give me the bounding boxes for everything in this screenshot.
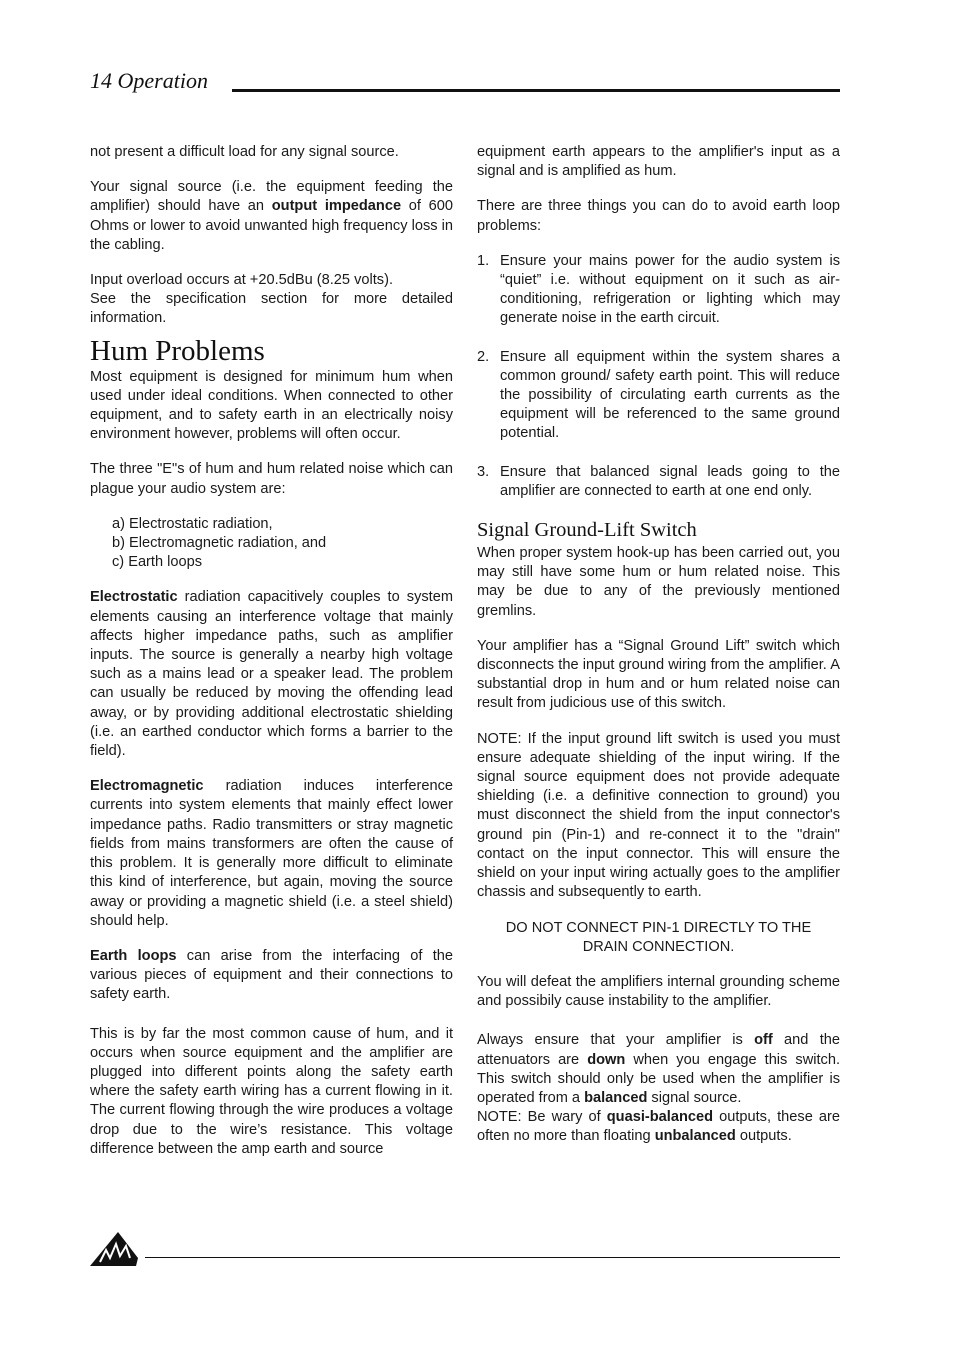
brand-logo-icon [88,1228,140,1268]
right-column [477,143,840,1147]
list-item: a) Electrostatic radiation, [112,515,273,532]
numbered-list [477,252,840,501]
paragraph: equipment earth appears to the amplifier's input as a signal and is amplified as hum. [477,144,840,180]
paragraph: NOTE: Be wary of quasi-balanced outputs, these are often no more than floating unbalanced outputs. [477,1109,840,1145]
list-item: c) Earth loops [112,554,203,571]
paragraph: Electrostatic radiation capacitively couples to system elements causing an interference voltage that mainly affects higher impedance paths, such as amplifier inputs. The source is generally a nearby high voltage such as a mains lead or a speaker lead. The problem can usually be reduced by moving the offending lead away, or by providing additional electrostatic shielding (i.e. an earthed conductor which forms a barrier to the field). [90,589,453,760]
header-rule [232,89,840,92]
list-item: 1. Ensure your mains power for the audio system is “quiet” i.e. without equipment on it such as air-conditioning, refrigeration or lighting which may generate noise in the earth circuit. [477,252,840,327]
paragraph: NOTE: If the input ground lift switch is used you must ensure adequate shielding of the input wiring. If the signal source equipment does not provide adequate shielding (i.e. a definitive connection to ground) you must disconnect the shield from the input connector's ground pin (Pin-1) and re-connect it to the "drain" contact on the input connector. This will ensure the shield on your input wiring actually goes to the amplifier chassis and subsequently to earth. [477,730,840,901]
paragraph: You will defeat the amplifiers internal grounding scheme and possibily cause instability to the amplifier. [477,973,840,1010]
warning-text: DO NOT CONNECT PIN-1 DIRECTLY TO THE DRAIN CONNECTION. [505,919,812,955]
list-item: b) Electromagnetic radiation, and [112,535,327,552]
page-header-title: 14 Operation [90,68,208,93]
paragraph: not present a difficult load for any signal source. [90,144,399,160]
paragraph: Input overload occurs at +20.5dBu (8.25 volts). [90,272,393,289]
list-item: 3. Ensure that balanced signal leads going to the amplifier are connected to earth at one end only. [477,463,840,499]
paragraph: When proper system hook-up has been carried out, you may still have some hum or hum related noise. This may be due to any of the previously mentioned gremlins. [477,545,840,619]
subsection-heading: Signal Ground-Lift Switch [477,519,697,542]
paragraph: This is by far the most common cause of hum, and it occurs when source equipment and the amplifier are plugged into different points along the safety earth where the safety earth wiring has a current flowing in it. The current flowing through the wire produces a voltage drop due to the wire’s resistance. This voltage difference between the amp earth and source [90,1025,453,1157]
paragraph: Earth loops can arise from the interfacing of the various pieces of equipment and their connections to safety earth. [90,947,453,1003]
section-heading: Hum Problems [90,334,265,367]
paragraph: Most equipment is designed for minimum hum when used under ideal conditions. When connected to other equipment, and to safety earth in an electrically noisy environment however, problems will often occur. [90,368,453,443]
paragraph: Your amplifier has a “Signal Ground Lift” switch which disconnects the input ground wiring from the amplifier. A substantial drop in hum and or hum related noise can result from judicious use of this switch. [477,637,840,712]
left-column [90,143,453,1159]
footer-rule [145,1257,840,1258]
list [90,515,453,573]
paragraph: Electromagnetic radiation induces interference currents into system elements that mainly effect lower impedance paths. Radio transmitters or stray magnetic fields from mains transformers are often the cause of this problem. It is generally more difficult to eliminate this kind of interference, but again, moving the source away or providing a magnetic shield (i.e. a steel shield) should help. [90,778,453,929]
paragraph: Your signal source (i.e. the equipment feeding the amplifier) should have an output impedance of 600 Ohms or lower to avoid unwanted high frequency loss in the cabling. [90,179,453,253]
paragraph: The three "E"s of hum and hum related noise which can plague your audio system are: [90,461,453,497]
paragraph: See the specification section for more detailed information. [90,291,453,327]
list-item: 2. Ensure all equipment within the system shares a common ground/ safety earth point. This will reduce the possibility of circulating earth currents as the equipment will be referenced to the same ground potential. [477,348,840,442]
paragraph: Always ensure that your amplifier is off and the attenuators are down when you engage this switch. This switch should only be used when the amplifier is operated from a balanced signal source. [477,1032,840,1106]
paragraph: There are three things you can do to avoid earth loop problems: [477,198,840,234]
